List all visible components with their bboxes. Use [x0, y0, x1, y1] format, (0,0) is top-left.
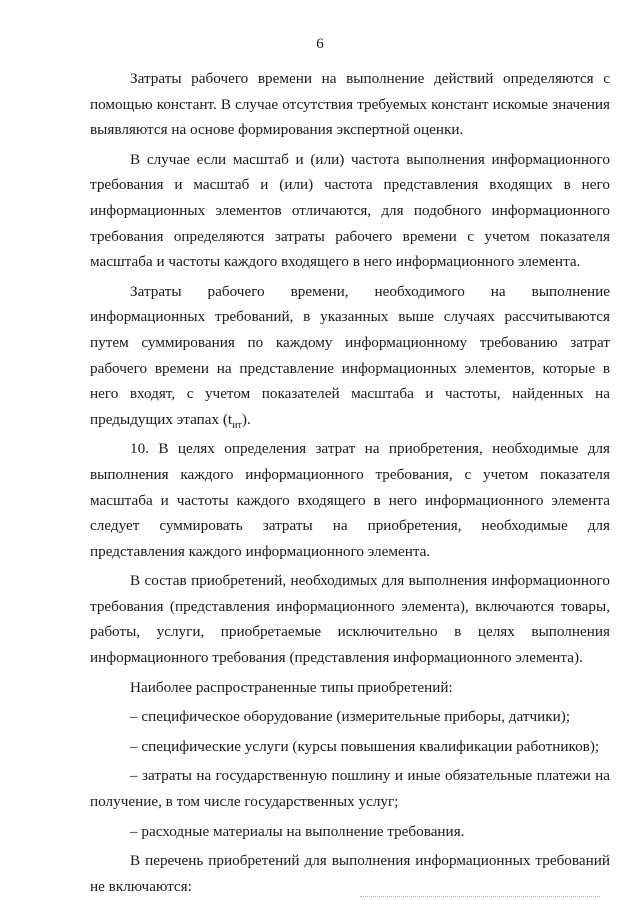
subscript-it: ит — [232, 419, 242, 431]
paragraph-time-costs — [90, 279, 610, 433]
list-item-consumables: – расходные материалы на выполнение требования. — [130, 822, 465, 840]
page-number: 6 — [316, 36, 324, 52]
paragraph-constants: Затраты рабочего времени на выполнение действий определяются с помощью констант. В случае отсутствия требуемых констант искомые значения выявляются на основе формирования экспертной оценки. — [90, 70, 610, 139]
paragraph-acquisition-types-heading: Наиболее распространенные типы приобретений: — [130, 678, 453, 696]
paragraph-excluded-acquisitions: В перечень приобретений для выполнения информационных требований не включаются: — [90, 852, 610, 895]
paragraph-item-10: 10. В целях определения затрат на приобретения, необходимые для выполнения каждого информационного требования, с учетом показателя масштаба и частоты каждого входящего в него информационного элемента следует суммировать затраты на приобретения, необходимые для представления каждого информационного элемента. — [90, 440, 610, 560]
list-item-services: – специфические услуги (курсы повышения квалификации работников); — [130, 737, 600, 755]
paragraph-scale-frequency: В случае если масштаб и (или) частота выполнения информационного требования и масштаб и (или) частота представления входящих в него информационных элементов отличаются, для подобного информационного требования определяются затраты рабочего времени с учетом показателя масштаба и частоты каждого входящего в него информационного элемента. — [90, 150, 610, 271]
paragraph-time-costs-end: ). — [241, 410, 251, 428]
paragraph-acquisitions-composition: В состав приобретений, необходимых для выполнения информационного требования (представления информационного элемента), включаются товары, работы, услуги, приобретаемые исключительно в целях выполнения информационного требования (представления информационного элемента). — [90, 572, 610, 667]
paragraph-time-costs-text: Затраты рабочего времени, необходимого на выполнение информационных требований, в указанных выше случаях рассчитываются путем суммирования по каждому информационному требованию затрат рабочего времени на представление информационных элементов, которые в него входят, с учетом показателей масштаба и частоты, найденных на предыдущих этапах (t — [90, 282, 610, 428]
scan-artifact-line — [360, 896, 600, 898]
document-body — [90, 66, 610, 903]
list-item-equipment: – специфическое оборудование (измерительные приборы, датчики); — [130, 708, 571, 726]
list-item-state-fees: – затраты на государственную пошлину и иные обязательные платежи на получение, в том числе государственных услуг; — [90, 767, 610, 811]
